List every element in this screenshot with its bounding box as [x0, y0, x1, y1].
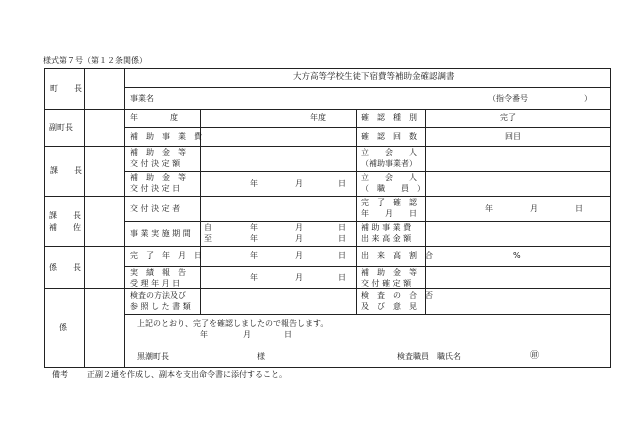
- output-amount-label-1: 補 助 事 業 費: [361, 223, 412, 232]
- fiscal-year-value: 年度: [310, 113, 326, 122]
- approver-kacho-hosa-2: 補 佐: [49, 223, 81, 232]
- period-from-tsuki: 月: [295, 223, 303, 232]
- grant-date-label-2: 交 付 決 定 日: [130, 184, 181, 193]
- grantor-label: 交 付 決 定 者: [130, 204, 181, 213]
- grant-amount-label-1: 補 助 金 等: [130, 148, 186, 157]
- period-to-tsuki: 月: [295, 234, 303, 243]
- form-title: 大方高等学校生徒下宿費等補助金確認調書: [293, 72, 455, 82]
- form-id: 様式第７号（第１２条関係）: [43, 56, 147, 65]
- report-date-hi: 日: [284, 330, 292, 339]
- mayor-name: 黒潮町長: [137, 352, 169, 361]
- grant-date-tsuki: 月: [295, 179, 303, 188]
- report-text: 上記のとおり、完了を確認しましたので報告します。: [137, 319, 329, 328]
- approver-cho: 町 長: [50, 84, 82, 93]
- completion-date-hi: 日: [338, 251, 346, 260]
- approver-kakari: 係: [59, 323, 67, 332]
- confirm-type-value: 完了: [500, 113, 516, 122]
- approver-kacho-hosa-1: 課 長: [49, 211, 81, 220]
- directive-number: （指令番号 ）: [488, 94, 592, 103]
- project-name-label: 事業名: [130, 94, 154, 103]
- report-date-nen: 年: [200, 330, 208, 339]
- report-receipt-hi: 日: [338, 273, 346, 282]
- witness-label-2: （補助事業者）: [361, 159, 417, 168]
- staff-witness-label-1: 立 会 人: [361, 173, 417, 182]
- report-receipt-label-2: 受 理 年 月 日: [130, 279, 181, 288]
- final-grant-label-1: 補 助 金 等: [361, 268, 417, 277]
- output-ratio-label: 出 来 高 割 合: [361, 251, 433, 260]
- fiscal-year-label: 年 度: [130, 113, 178, 122]
- note-text: 正副２通を作成し、副本を支出命令書に添付すること。: [87, 370, 287, 379]
- completion-check-label-2: 年 月 日: [361, 209, 417, 218]
- report-receipt-tsuki: 月: [295, 273, 303, 282]
- confirm-type-label: 確 認 種 別: [361, 113, 417, 122]
- output-amount-label-2: 出 来 高 金 額: [361, 234, 412, 243]
- period-from-ji: 自: [204, 223, 212, 232]
- final-grant-label-2: 交 付 確 定 額: [361, 279, 412, 288]
- witness-label-1: 立 会 人: [361, 148, 417, 157]
- completion-check-hi: 日: [575, 204, 583, 213]
- staff-witness-label-2: （ 職 員 ）: [361, 184, 425, 193]
- period-to-itaru: 至: [204, 234, 212, 243]
- seal-mark: ㊞: [530, 351, 540, 361]
- grant-amount-label-2: 交 付 決 定 額: [130, 159, 181, 168]
- grant-date-nen: 年: [250, 179, 258, 188]
- grant-date-hi: 日: [338, 179, 346, 188]
- approver-kacho: 課 長: [50, 166, 82, 175]
- period-label: 事 業 実 施 期 間: [130, 229, 191, 238]
- period-from-nen: 年: [250, 223, 258, 232]
- inspection-method-label-1: 検査の方法及び: [130, 291, 186, 300]
- inspector-label: 検査職員 職氏名: [397, 352, 461, 361]
- inspection-result-label-2: 及 び 意 見: [361, 302, 417, 311]
- inspection-result-label-1: 検 査 の 合 否: [361, 291, 433, 300]
- completion-date-tsuki: 月: [295, 251, 303, 260]
- grant-date-label-1: 補 助 金 等: [130, 173, 186, 182]
- completion-check-nen: 年: [485, 204, 493, 213]
- report-receipt-nen: 年: [250, 273, 258, 282]
- inspection-method-label-2: 参 照 し た 書 類: [130, 302, 191, 311]
- approver-kakaricho: 係 長: [49, 263, 81, 272]
- report-receipt-label-1: 実 績 報 告: [130, 268, 186, 277]
- completion-date-label: 完 了 年 月 日: [130, 251, 202, 260]
- confirm-count-label: 確 認 回 数: [361, 132, 417, 141]
- report-date-tsuki: 月: [243, 330, 251, 339]
- completion-check-tsuki: 月: [530, 204, 538, 213]
- period-to-hi: 日: [338, 234, 346, 243]
- confirm-count-value: 回目: [505, 132, 521, 141]
- output-ratio-value: %: [513, 251, 521, 260]
- period-to-nen: 年: [250, 234, 258, 243]
- note-label: 備考: [52, 370, 68, 379]
- mayor-sama: 様: [257, 352, 265, 361]
- completion-date-nen: 年: [250, 251, 258, 260]
- approver-fukucho: 副町長: [49, 123, 73, 132]
- completion-check-label-1: 完 了 確 認: [361, 198, 417, 207]
- project-cost-label: 補 助 事 業 費: [130, 132, 202, 141]
- period-from-hi: 日: [338, 223, 346, 232]
